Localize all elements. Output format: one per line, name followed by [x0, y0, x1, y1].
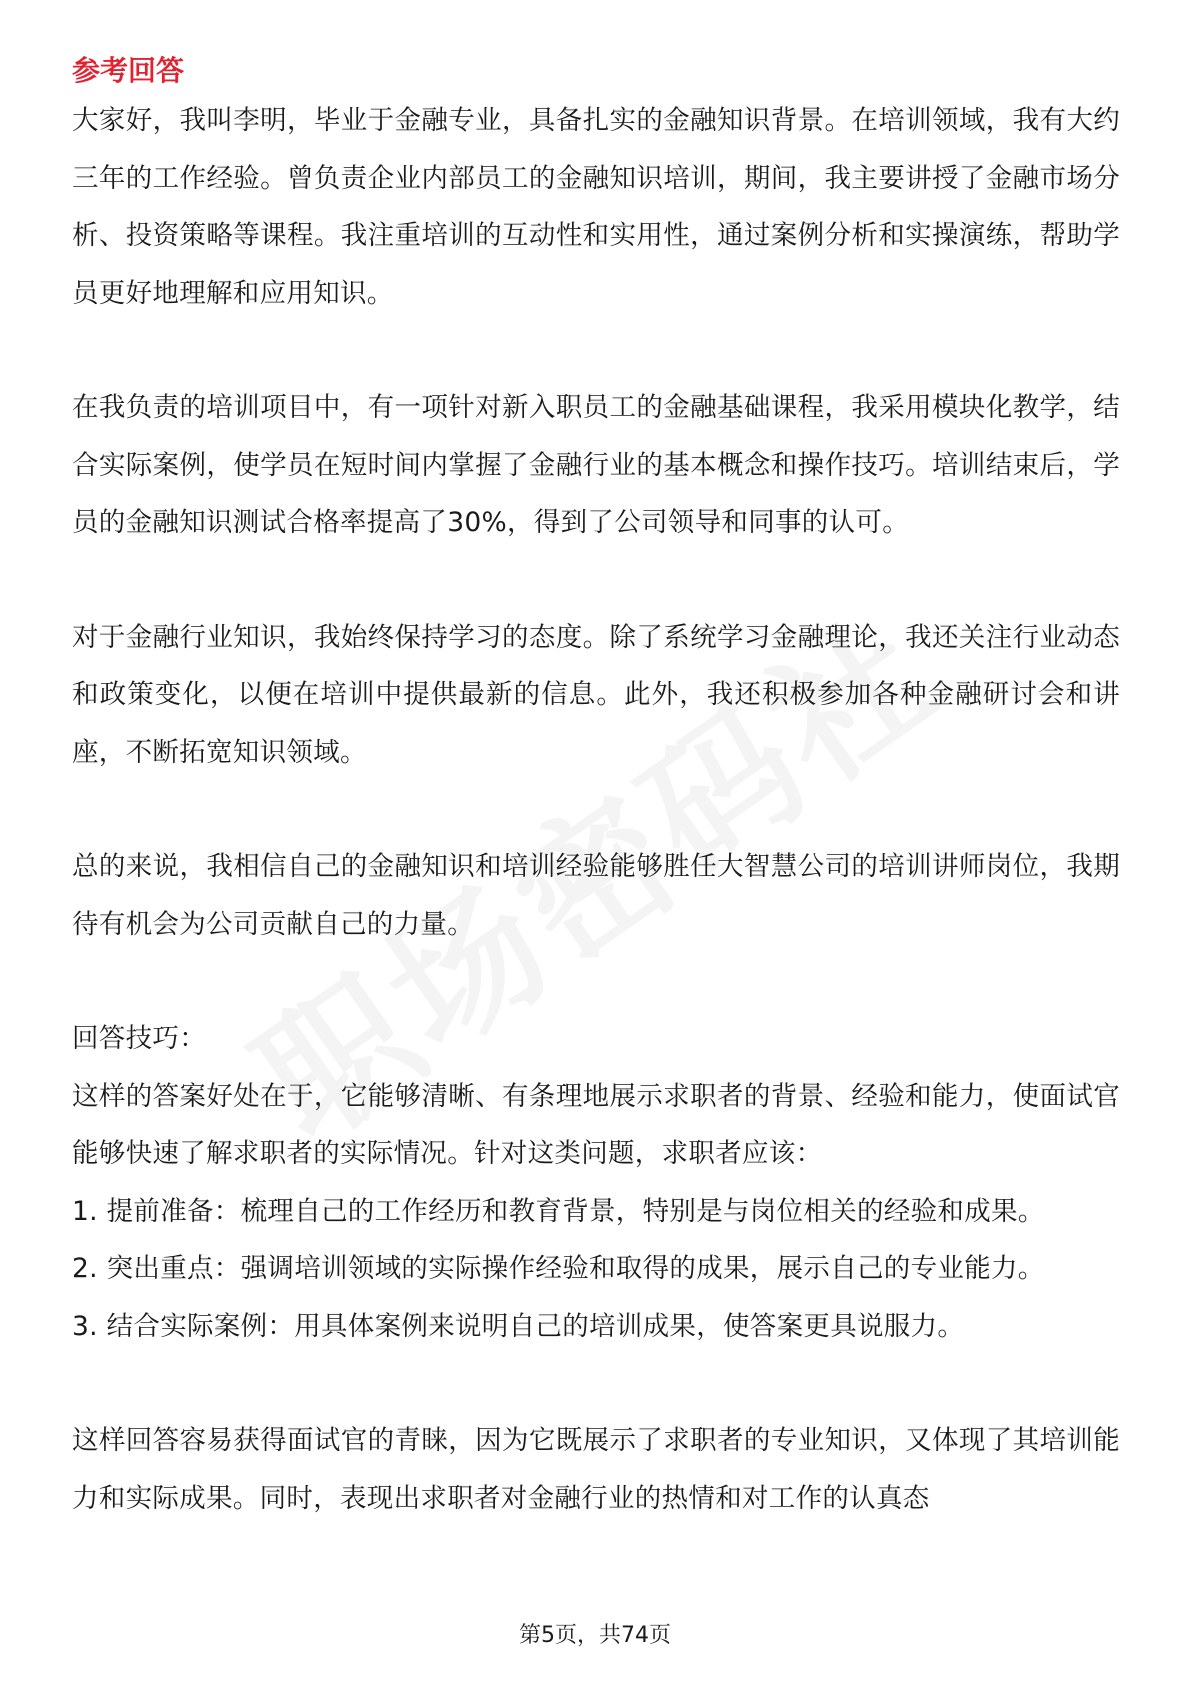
page-number: 第5页，共74页 [519, 1623, 671, 1648]
document-body [72, 50, 1120, 1527]
section-heading: 参考回答 [72, 54, 185, 87]
answer-paragraph-3: 对于金融行业知识，我始终保持学习的态度。除了系统学习金融理论，我还关注行业动态和政策变化，以便在培训中提供最新的信息。此外，我还积极参加各种金融研讨会和讲座，不断拓宽知识领域。 [72, 621, 1120, 768]
tips-list-item: 1. 提前准备：梳理自己的工作经历和教育背景，特别是与岗位相关的经验和成果。 [72, 1195, 1045, 1227]
tips-list-item: 2. 突出重点：强调培训领域的实际操作经验和取得的成果，展示自己的专业能力。 [72, 1253, 1045, 1284]
answer-paragraph-2: 在我负责的培训项目中，有一项针对新入职员工的金融基础课程，我采用模块化教学，结合实际案例，使学员在短时间内掌握了金融行业的基本概念和操作技巧。培训结束后，学员的金融知识测试合格率提高了30%，得到了公司领导和同事的认可。 [72, 392, 1120, 538]
answer-paragraph-4: 总的来说，我相信自己的金融知识和培训经验能够胜任大智慧公司的培训讲师岗位，我期待有机会为公司贡献自己的力量。 [72, 851, 1120, 940]
tips-list-item: 3. 结合实际案例：用具体案例来说明自己的培训成果，使答案更具说服力。 [72, 1310, 965, 1342]
answer-paragraph-1: 大家好，我叫李明，毕业于金融专业，具备扎实的金融知识背景。在培训领域，我有大约三年的工作经验。曾负责企业内部员工的金融知识培训，期间，我主要讲授了金融市场分析、投资策略等课程。我注重培训的互动性和实用性，通过案例分析和实操演练，帮助学员更好地理解和应用知识。 [72, 105, 1120, 309]
tips-closing: 这样回答容易获得面试官的青睐，因为它既展示了求职者的专业知识，又体现了其培训能力和实际成果。同时，表现出求职者对金融行业的热情和对工作的认真态 [72, 1425, 1120, 1514]
tips-title: 回答技巧： [72, 1023, 206, 1054]
tips-intro: 这样的答案好处在于，它能够清晰、有条理地展示求职者的背景、经验和能力，使面试官能够快速了解求职者的实际情况。针对这类问题，求职者应该： [72, 1080, 1120, 1169]
